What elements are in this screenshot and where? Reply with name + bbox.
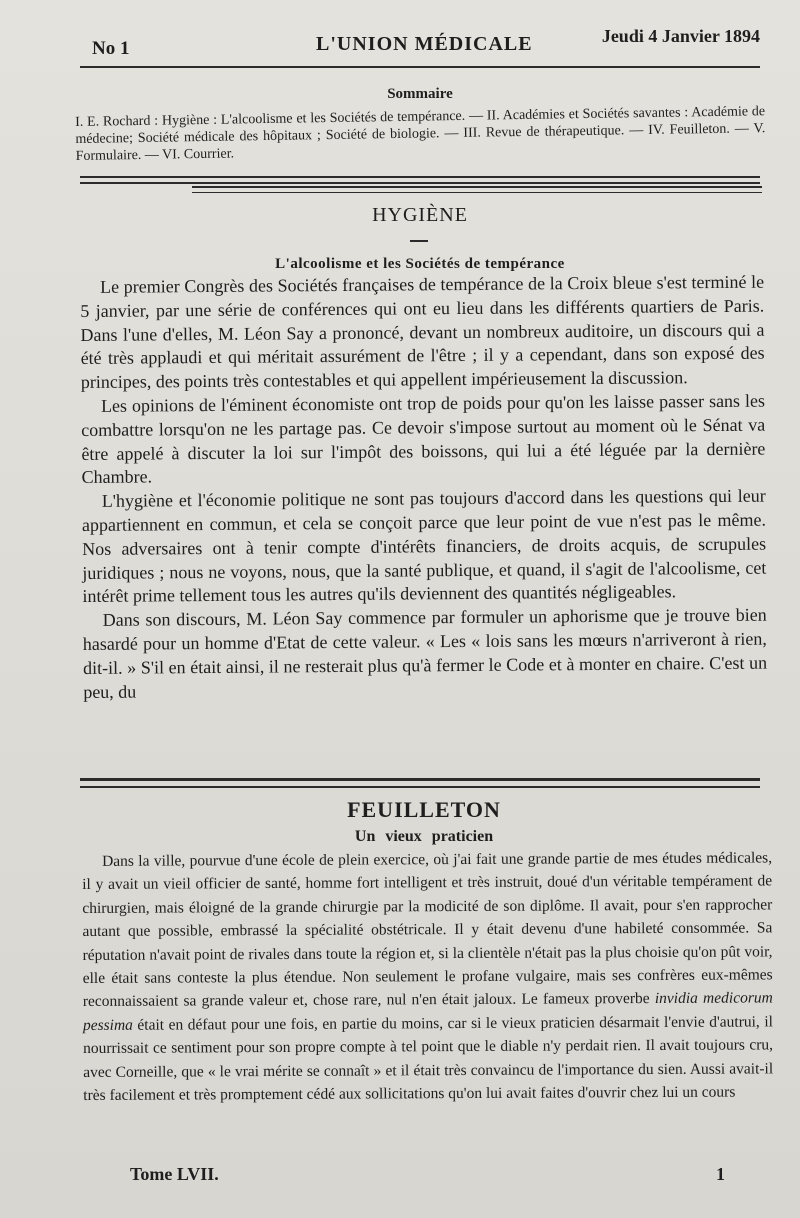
sommaire-divider-short — [192, 186, 762, 193]
sommaire-heading: Sommaire — [387, 86, 453, 102]
article-paragraph: Dans son discours, M. Léon Say commence par formuler un aphorisme que je trouve bien hasardé pour un homme d'Etat de cette valeur. « Les « lois sans les mœurs n'arriveront à rien, dit-il. » S'il en était ainsi, il ne resterait plus qu'à fermer le Code et à monter en chaire. C'est un peu, du — [82, 604, 768, 702]
section-heading: HYGIÈNE — [372, 204, 468, 226]
article-paragraph: Le premier Congrès des Sociétés françaises de tempérance de la Croix bleue s'est terminé le 5 janvier, par une série de conférences qui ont eu lieu dans les différents quartiers de Paris. Dans l'une d'elles, M. Léon Say a prononcé, devant un nombreux auditoire, un discours qui a été très applaudi et qui méritait assurément de l'être ; il y a cependant, dans son exposé des principes, des points très contestables et qui appellent impérieusement la discussion. — [80, 271, 765, 393]
feuilleton-text-part2: était en défaut pour une fois, en partie du moins, car si le vieux praticien désarmait l'envie d'autrui, il nourrissait ce sentiment pour son propre compte à tel point que le diable n'y perdait rien. Il avait toujours cru, avec Corneille, que « le vrai mérite se connaît » et il était très convaincu de l'importance du sien. Aussi avait-il très facilement et très promptement cédé aux sollicitations qu'on lui avait faites d'ouvrir chez lui un cours — [82, 1013, 774, 1105]
feuilleton-text-part1: Dans la ville, pourvue d'une école de plein exercice, où j'ai fait une grande partie de mes études médicales, il y avait un vieil officier de santé, homme fort intelligent et très instruit, doué d'un véritable tempérament de chirurgien, mais éloigné de la grande chirurgie par la modicité de son diplôme. Il avait, pour s'en rapprocher autant que possible, embrassé la spécialité obstétricale. Il y était devenu d'une habileté consommée. Sa réputation n'avait point de rivales dans toute la région et, si la clientèle n'était pas la plus choisie qu'on pût voir, elle était sans conteste la plus étendue. Non seulement le profane vulgaire, mais ses confrères eux-mêmes reconnaissaient sa grande valeur et, chose rare, nul n'en était jaloux. Le fameux proverbe — [82, 849, 773, 1011]
journal-title: L'UNION MÉDICALE — [316, 33, 533, 55]
masthead-rule — [80, 66, 760, 68]
sommaire-divider — [80, 176, 760, 184]
feuilleton-subtitle: Un vieux praticien — [354, 828, 494, 845]
tome-label: Tome LVII. — [130, 1164, 219, 1184]
feuilleton-paragraph — [82, 846, 773, 1107]
latin-proverb: invidia medicorum pessima — [82, 989, 773, 1034]
article-body — [80, 271, 767, 705]
sommaire-text: I. E. Rochard : Hygiène : L'alcoolisme et les Sociétés de tempérance. — II. Académies et Sociétés savantes : Académie de médecine; Société médicale des hôpitaux ; Société de biologie. — III. Revue de thérapeutique. — IV. Feuilleton. — V. Formulaire. — VI. Courrier. — [75, 104, 766, 164]
issue-date: Jeudi 4 Janvier 1894 — [601, 26, 760, 46]
article-paragraph: L'hygiène et l'économie politique ne sont pas toujours d'accord dans les questions qui leur appartiennent en commun, et cela se conçoit parce que leur point de vue n'est pas le même. Nos adversaires ont à tenir compte d'intérêts financiers, de droits acquis, de scrupules juridiques ; nous ne voyons, nous, que la santé publique, et quand, il s'agit de l'alcoolisme, cet intérêt prime tellement tous les autres qu'ils deviennent des quantités négligeables. — [81, 485, 767, 607]
feuilleton-body — [82, 846, 773, 1107]
page-number: 1 — [716, 1164, 725, 1184]
heading-dash — [410, 240, 428, 242]
issue-number: No 1 — [92, 38, 130, 59]
feuilleton-heading: FEUILLETON — [347, 797, 501, 822]
feuilleton-divider — [80, 778, 760, 788]
article-paragraph: Les opinions de l'éminent économiste ont trop de poids pour qu'on les laisse passer sans les combattre lorsqu'on ne les partage pas. Ce devoir s'impose surtout au moment où le Sénat va être appelé à discuter la loi sur l'impôt des boissons, qui lui a été léguée par la dernière Chambre. — [81, 390, 766, 488]
article-title: L'alcoolisme et les Sociétés de tempérance — [275, 256, 565, 272]
masthead — [88, 24, 760, 59]
